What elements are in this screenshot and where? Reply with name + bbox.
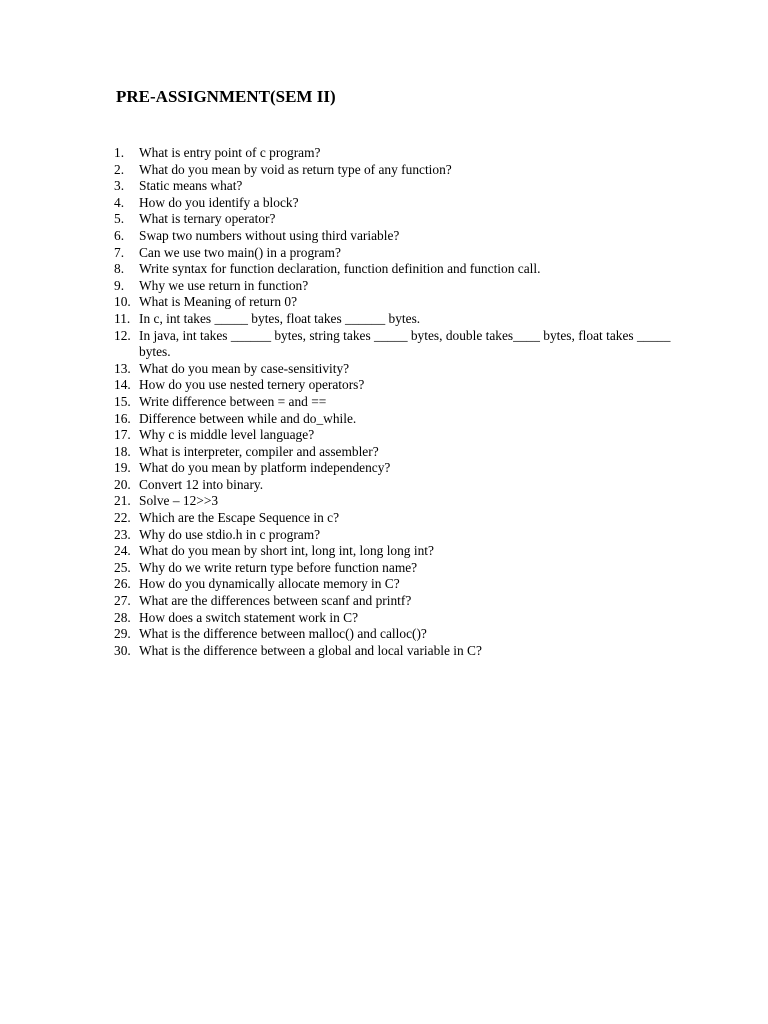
question-item	[114, 278, 674, 295]
question-number: 22.	[114, 510, 131, 526]
question-text: How does a switch statement work in C?	[139, 609, 359, 625]
question-item	[114, 245, 674, 262]
question-item	[114, 211, 674, 228]
question-item	[114, 311, 674, 328]
question-item	[114, 510, 674, 527]
question-item	[114, 328, 674, 361]
question-item	[114, 527, 674, 544]
question-number: 30.	[114, 642, 131, 658]
question-item	[114, 162, 674, 179]
question-text: In c, int takes _____ bytes, float takes ______ bytes.	[139, 310, 421, 326]
question-text: Write syntax for function declaration, function definition and function call.	[139, 261, 541, 277]
question-text: What is entry point of c program?	[139, 145, 321, 160]
question-item	[114, 543, 674, 560]
question-number: 13.	[114, 360, 131, 376]
question-item	[114, 444, 674, 461]
question-text: What is Meaning of return 0?	[139, 294, 298, 310]
question-item	[114, 394, 674, 411]
question-text: What do you mean by case-sensitivity?	[139, 360, 350, 376]
question-item	[114, 610, 674, 627]
question-text: Can we use two main() in a program?	[139, 244, 341, 260]
question-text: What do you mean by void as return type of any function?	[139, 161, 452, 177]
question-number: 20.	[114, 476, 131, 492]
question-item	[114, 294, 674, 311]
question-number: 29.	[114, 626, 131, 642]
question-item	[114, 195, 674, 212]
question-text: Why do we write return type before function name?	[139, 559, 418, 575]
question-number: 4.	[114, 194, 125, 210]
question-number: 26.	[114, 576, 131, 592]
question-number: 11.	[114, 310, 131, 326]
question-text: Which are the Escape Sequence in c?	[139, 510, 340, 526]
question-number: 5.	[114, 211, 125, 227]
question-text: How do you identify a block?	[139, 194, 299, 210]
question-number: 12.	[114, 327, 131, 343]
question-number: 24.	[114, 543, 131, 559]
question-number: 16.	[114, 410, 131, 426]
question-item	[114, 261, 674, 278]
question-number: 3.	[114, 178, 125, 194]
question-number: 18.	[114, 443, 131, 459]
question-item	[114, 427, 674, 444]
question-number: 15.	[114, 393, 131, 409]
question-item	[114, 493, 674, 510]
question-number: 9.	[114, 277, 125, 293]
question-text: Why c is middle level language?	[139, 427, 315, 443]
question-text: Swap two numbers without using third variable?	[139, 227, 400, 243]
question-text: Solve – 12>>3	[139, 493, 219, 509]
question-text: Static means what?	[139, 178, 243, 194]
question-text: Why do use stdio.h in c program?	[139, 526, 321, 542]
question-number: 21.	[114, 493, 131, 509]
question-number: 8.	[114, 261, 125, 277]
question-text: What is ternary operator?	[139, 211, 276, 227]
question-number: 1.	[114, 145, 125, 160]
question-number: 17.	[114, 427, 131, 443]
question-item	[114, 145, 674, 162]
question-text: Difference between while and do_while.	[139, 410, 357, 426]
question-text: Convert 12 into binary.	[139, 476, 264, 492]
question-number: 27.	[114, 593, 131, 609]
question-text: What are the differences between scanf and printf?	[139, 593, 412, 609]
question-item	[114, 593, 674, 610]
question-text: What is interpreter, compiler and assembler?	[139, 443, 379, 459]
question-number: 19.	[114, 460, 131, 476]
question-text: What do you mean by short int, long int, long long int?	[139, 543, 434, 559]
question-number: 2.	[114, 161, 125, 177]
question-item	[114, 576, 674, 593]
question-item	[114, 228, 674, 245]
question-list	[114, 145, 674, 659]
question-number: 14.	[114, 377, 131, 393]
question-item	[114, 477, 674, 494]
question-item	[114, 361, 674, 378]
question-text: Write difference between = and ==	[139, 393, 327, 409]
question-text: How do you dynamically allocate memory in C?	[139, 576, 400, 592]
question-number: 23.	[114, 526, 131, 542]
question-text: What is the difference between a global and local variable in C?	[139, 642, 482, 658]
question-item	[114, 411, 674, 428]
question-number: 6.	[114, 227, 125, 243]
question-item	[114, 626, 674, 643]
question-item	[114, 560, 674, 577]
question-number: 10.	[114, 294, 131, 310]
question-text: How do you use nested ternery operators?	[139, 377, 365, 393]
question-text: Why we use return in function?	[139, 277, 309, 293]
question-item	[114, 377, 674, 394]
question-item	[114, 178, 674, 195]
question-text: What do you mean by platform independency?	[139, 460, 391, 476]
document-title: PRE-ASSIGNMENT(SEM II)	[116, 87, 336, 106]
question-number: 28.	[114, 609, 131, 625]
question-number: 25.	[114, 559, 131, 575]
question-item	[114, 460, 674, 477]
question-text: In java, int takes ______ bytes, string takes _____ bytes, double takes____ bytes, float takes _____ bytes.	[139, 327, 671, 360]
question-item	[114, 643, 674, 660]
question-number: 7.	[114, 244, 125, 260]
question-text: What is the difference between malloc() and calloc()?	[139, 626, 427, 642]
